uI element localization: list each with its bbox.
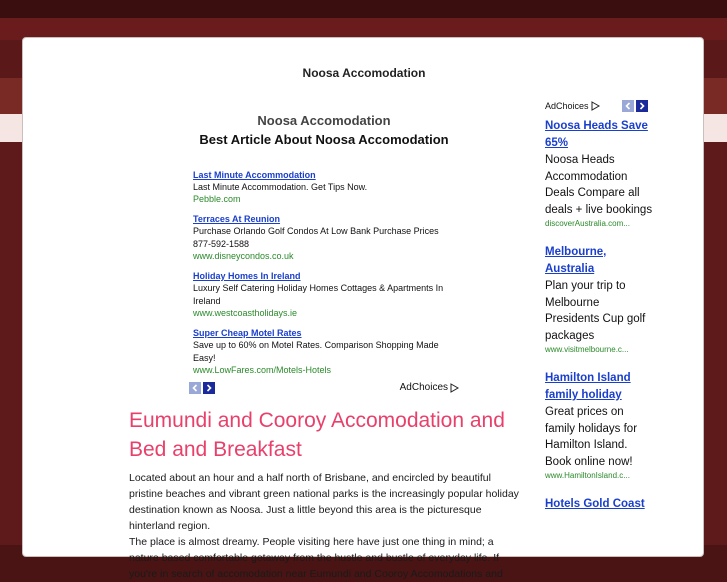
ad-link[interactable]: Last Minute Accommodation bbox=[193, 170, 316, 180]
ad-list bbox=[193, 169, 455, 376]
ad-link[interactable]: Terraces At Reunion bbox=[193, 214, 281, 224]
ad-url[interactable]: www.disneycondos.co.uk bbox=[193, 251, 294, 261]
ad-link[interactable]: Holiday Homes In Ireland bbox=[193, 271, 301, 281]
sidebar-ad-link[interactable]: Hotels Gold Coast bbox=[545, 498, 645, 510]
chevron-right-icon bbox=[205, 384, 213, 392]
ad-item bbox=[193, 169, 455, 205]
article-paragraph: The place is almost dreamy. People visiting here have just one thing in mind; a nature based comfortable getaway from the hustle and bustle of everyday life. If you're in search of accomodation near Eumundi and Cooroy Accomodations and bbox=[129, 536, 503, 580]
chevron-left-icon bbox=[191, 384, 199, 392]
ad-item bbox=[193, 213, 455, 262]
article-title: Eumundi and Cooroy Accomodation and Bed and Breakfast bbox=[129, 409, 505, 461]
ad-block bbox=[129, 113, 519, 396]
header-bar bbox=[0, 0, 727, 18]
ad-url[interactable]: www.LowFares.com/Motels-Hotels bbox=[193, 365, 332, 375]
sidebar-ad bbox=[545, 370, 655, 482]
ad-url[interactable]: www.westcoastholidays.ie bbox=[193, 308, 298, 318]
ad-description: Last Minute Accommodation. Get Tips Now. bbox=[193, 182, 368, 192]
ad-link[interactable]: Super Cheap Motel Rates bbox=[193, 328, 302, 338]
ad-block-subheading: Best Article About Noosa Accomodation bbox=[199, 132, 449, 147]
ad-block-heading: Noosa Accomodation bbox=[257, 113, 391, 128]
sidebar-next-button[interactable] bbox=[636, 100, 648, 112]
site-title: Noosa Accomodation bbox=[302, 66, 426, 80]
sidebar-ad-nav bbox=[622, 100, 648, 112]
ad-description: Save up to 60% on Motel Rates. Comparison Shopping Made Easy! bbox=[193, 340, 439, 363]
ad-item bbox=[193, 270, 455, 319]
adchoices-triangle-icon bbox=[591, 101, 600, 111]
sidebar-ad-url[interactable]: www.visitmelbourne.c... bbox=[545, 345, 629, 354]
sidebar-ad-link[interactable]: Melbourne, Australia bbox=[545, 246, 607, 275]
article-paragraph: Located about an hour and a half north of Brisbane, and encircled by beautiful pristine beaches and vibrant green national parks is the increasingly popular holiday destination known as Noosa. Just a little beyond this area is the picturesque hinterland region. bbox=[129, 472, 519, 532]
ad-item bbox=[193, 327, 455, 376]
sidebar-ad-header bbox=[545, 100, 655, 114]
sidebar-ad bbox=[545, 118, 655, 230]
main-column bbox=[129, 112, 523, 582]
ad-url[interactable]: Pebble.com bbox=[193, 194, 241, 204]
ad-description: Luxury Self Catering Holiday Homes Cottages & Apartments In Ireland bbox=[193, 283, 444, 306]
sidebar-ad-description: Great prices on family holidays for Hamilton Island. Book online now! bbox=[545, 406, 638, 468]
sidebar-prev-button[interactable] bbox=[622, 100, 634, 112]
content-panel bbox=[22, 37, 704, 580]
sidebar-ads bbox=[545, 100, 655, 527]
ad-next-button[interactable] bbox=[203, 382, 215, 394]
adchoices-link[interactable] bbox=[400, 382, 459, 393]
sidebar-ad-url[interactable]: discoverAustralia.com... bbox=[545, 219, 630, 228]
article-body bbox=[129, 470, 521, 582]
sidebar-ad-description: Noosa Heads Accommodation Deals Compare all deals + live bookings bbox=[545, 154, 653, 216]
chevron-left-icon bbox=[624, 102, 632, 110]
ad-prev-button[interactable] bbox=[189, 382, 201, 394]
sidebar-adchoices-label: AdChoices bbox=[545, 101, 589, 111]
sidebar-ad-url[interactable]: www.HamiltonIsland.c... bbox=[545, 471, 630, 480]
sidebar-ad bbox=[545, 244, 655, 356]
ad-description: Purchase Orlando Golf Condos At Low Bank Purchase Prices 877-592-1588 bbox=[193, 226, 439, 249]
sidebar-adchoices-link[interactable] bbox=[545, 101, 600, 111]
ad-nav bbox=[189, 382, 215, 394]
sidebar-ad bbox=[545, 496, 655, 513]
chevron-right-icon bbox=[638, 102, 646, 110]
adchoices-label: AdChoices bbox=[399, 382, 448, 393]
adchoices-triangle-icon bbox=[450, 383, 459, 393]
ad-footer bbox=[189, 382, 459, 396]
sidebar-ad-description: Plan your trip to Melbourne Presidents Cup golf packages bbox=[545, 280, 646, 342]
sidebar-ad-link[interactable]: Noosa Heads Save 65% bbox=[545, 120, 648, 149]
sidebar-ad-link[interactable]: Hamilton Island family holiday bbox=[545, 372, 631, 401]
